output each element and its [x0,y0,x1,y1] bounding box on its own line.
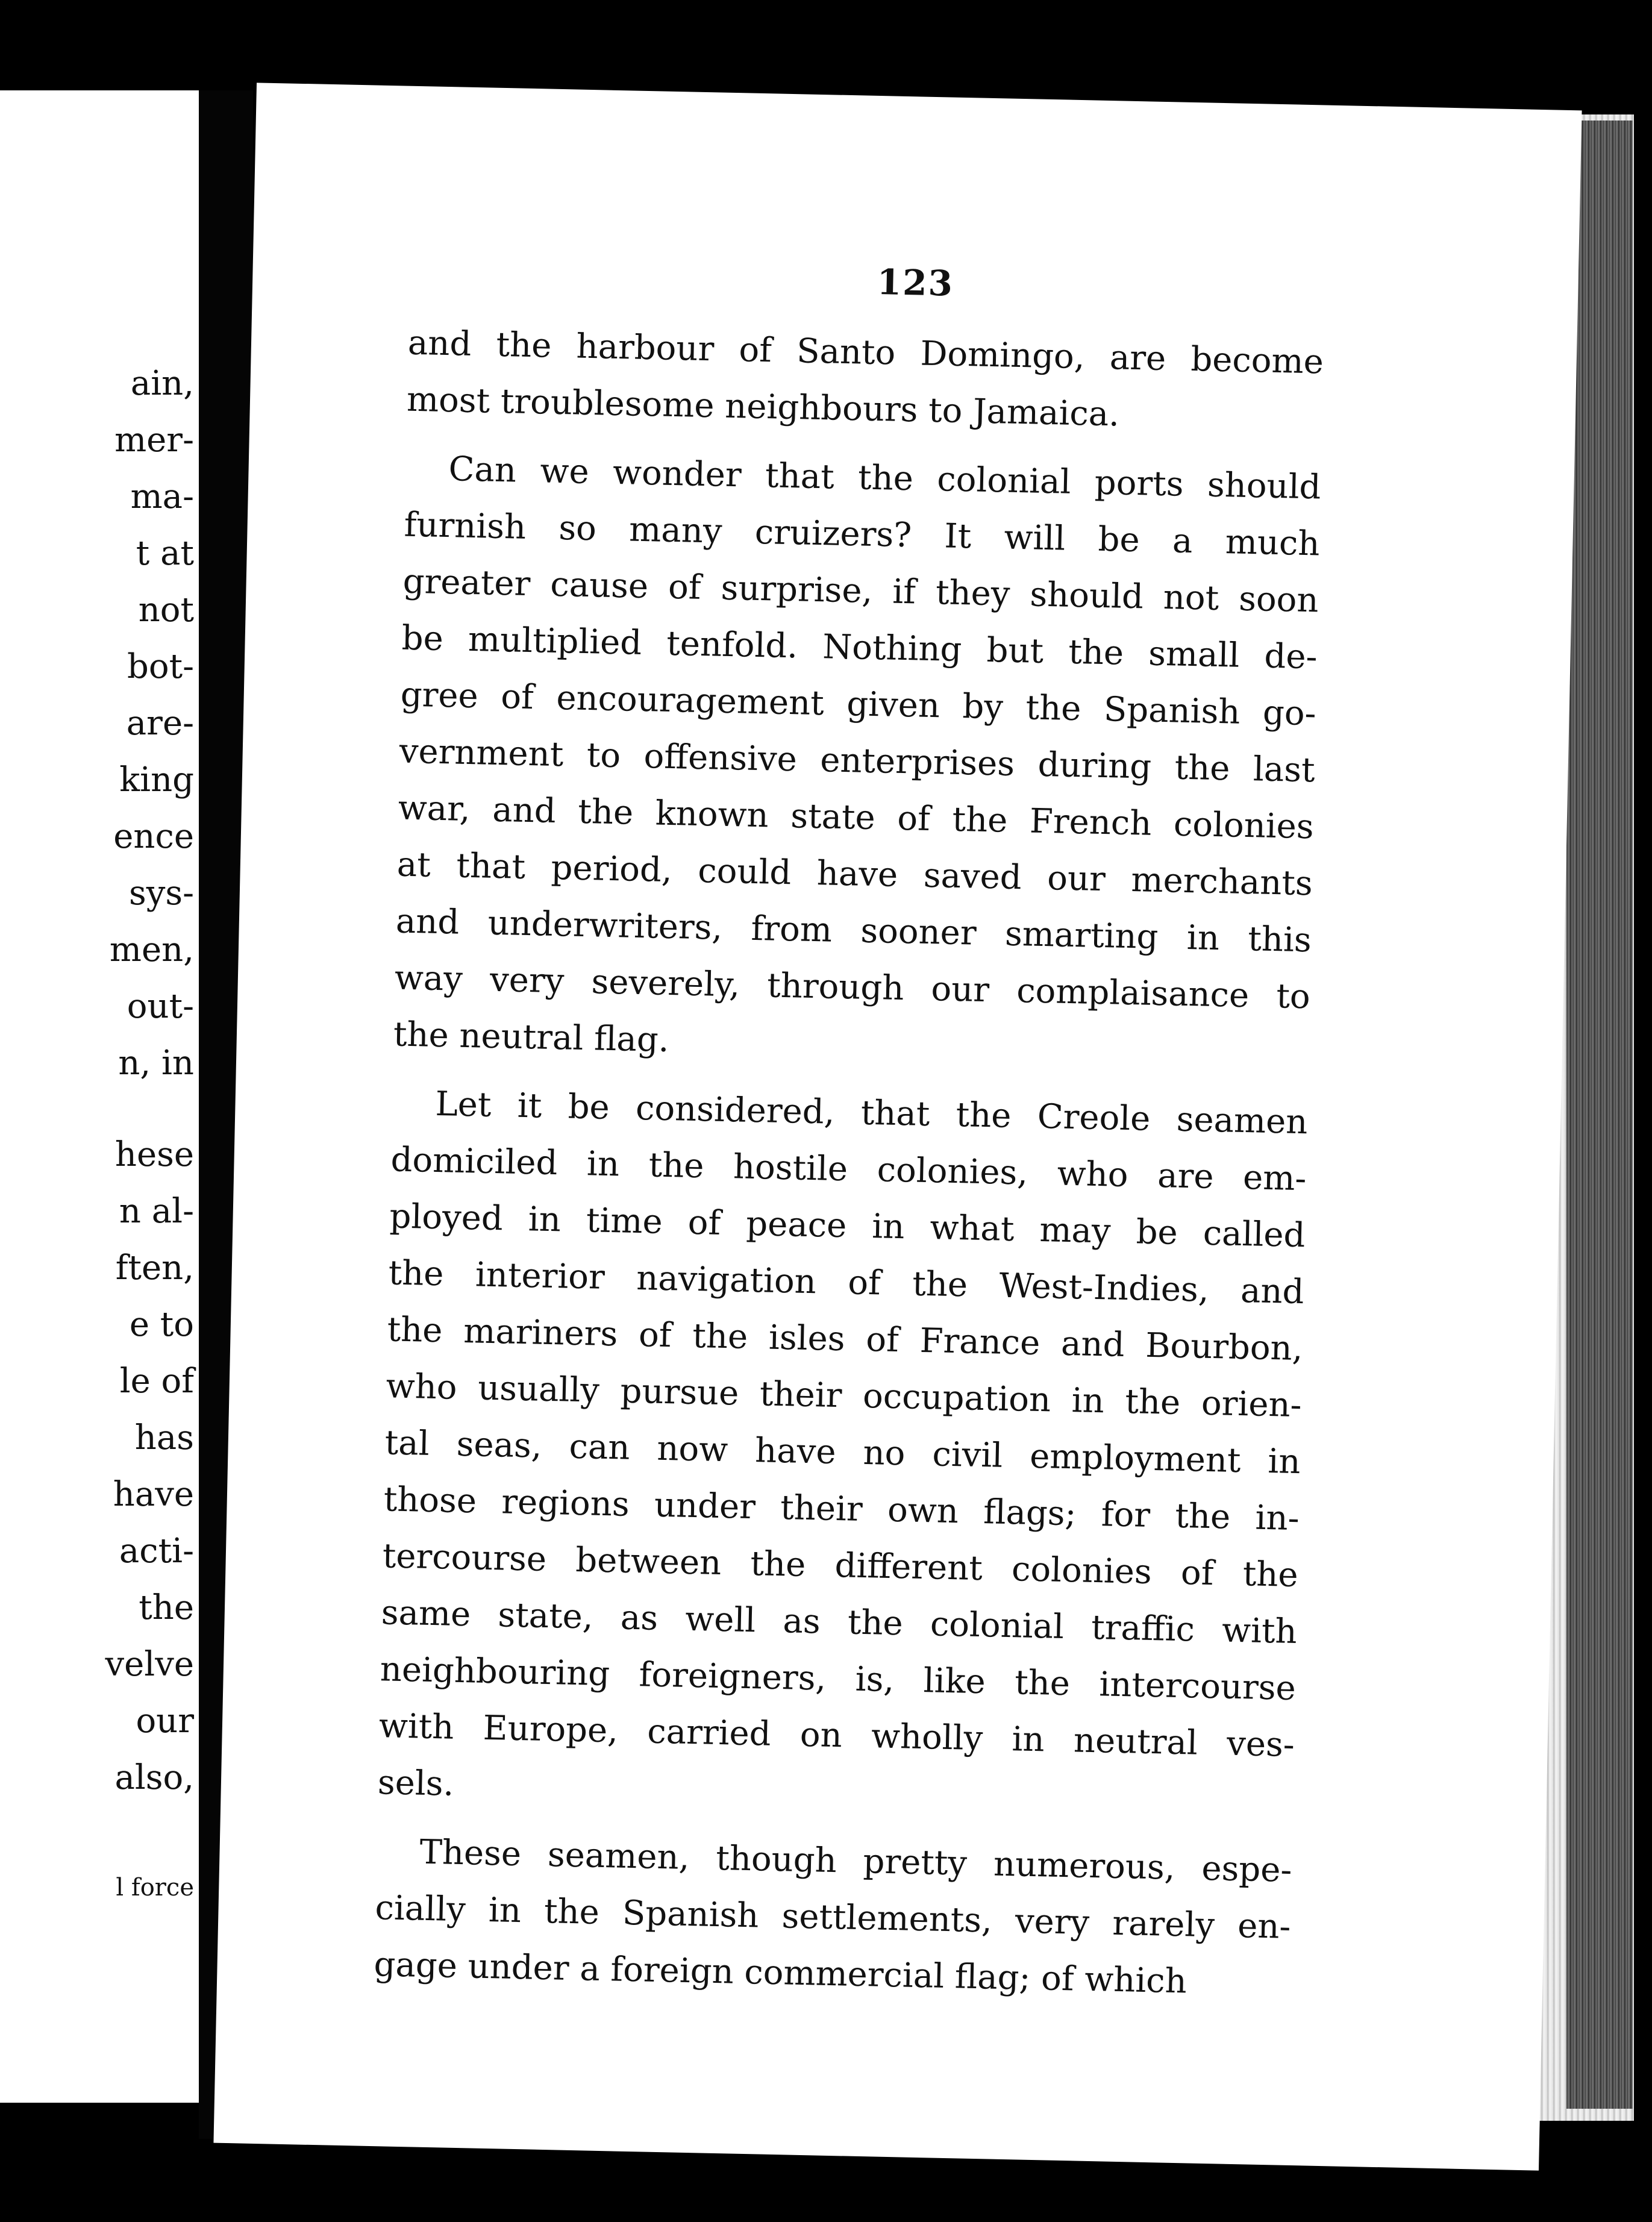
left-page-line: out- [127,987,194,1026]
left-page-line: not [138,590,194,630]
text-line: greater cause of surprise, if they should not soon [402,562,1319,621]
text-line: Let it be considered, that the Creole seamen [434,1084,1308,1142]
paragraph [393,440,1321,1083]
text-line: gage under a foreign commercial flag; of which [374,1945,1187,2001]
right-page [213,83,1582,2170]
text-line: at that period, could have saved our merchants [396,845,1313,904]
left-page-line: has [134,1418,194,1457]
text-line: vernment to offensive enterprises during the last [399,731,1316,790]
text-line: way very severely, through our complaisance to [394,958,1311,1017]
text-line: most troublesome neighbours to Jamaica. [406,380,1120,434]
text-line: cially in the Spanish settlements, very rarely en- [374,1888,1292,1947]
text-line: who usually pursue their occupation in the orien- [386,1366,1303,1426]
text-line: and underwriters, from sooner smarting in this [395,901,1312,960]
left-page-line: acti- [119,1532,194,1571]
text-line: and the harbour of Santo Domingo, are become [407,323,1324,382]
paragraph [406,315,1324,448]
left-page-line: e to [129,1305,194,1344]
text-line: the interior navigation of the West-Indies, and [388,1253,1305,1312]
left-page-line: le of [119,1362,194,1401]
text-line: ployed in time of peace in what may be called [389,1197,1306,1256]
text-line: neighbouring foreigners, is, like the intercourse [380,1650,1297,1709]
left-page-line: ence [113,817,194,856]
left-page-line: n al- [119,1192,194,1231]
text-line: same state, as well as the colonial traffic with [381,1593,1298,1652]
text-line: furnish so many cruizers? It will be a much [404,505,1321,564]
left-page-line: have [113,1475,194,1514]
text-line: those regions under their own flags; for the in- [383,1480,1300,1539]
text-line: tal seas, can now have no civil employment in [384,1423,1301,1482]
left-page-line: ften, [115,1248,194,1288]
left-page-fragment [0,90,199,2103]
page-number: 123 [877,261,954,304]
left-page-line: also, [114,1758,194,1797]
left-page-line: velve [105,1645,194,1684]
left-page-line: hese [114,1135,194,1174]
text-line: with Europe, carried on wholly in neutral ves- [378,1706,1295,1765]
text-line: These seamen, though pretty numerous, espe- [419,1832,1292,1890]
left-page-text-column [0,355,199,1806]
text-line: war, and the known state of the French colonies [398,788,1315,847]
left-page-line: bot- [127,647,194,686]
text-line: sels. [377,1763,454,1804]
text-line: Can we wonder that the colonial ports should [448,449,1322,507]
paragraph [374,1823,1293,2012]
text-line: the mariners of the isles of France and Bourbon, [387,1310,1304,1369]
page-edges-shadow [1566,120,1633,2109]
left-page-line: are- [126,704,194,743]
left-page-line: mer- [114,421,194,460]
paragraph [377,1075,1308,1830]
left-page-line: our [136,1701,194,1741]
left-page-line: ain, [130,364,194,403]
left-page-line: the [139,1588,194,1627]
left-page-footnote: l force [116,1874,194,1901]
text-line: gree of encouragement given by the Spanish go- [400,675,1317,734]
left-page-line: sys- [128,874,194,913]
text-line: tercourse between the different colonies of the [382,1536,1299,1595]
left-page-line: t at [136,534,194,573]
text-line: the neutral flag. [393,1015,670,1060]
text-line: domiciled in the hostile colonies, who are em- [390,1140,1307,1199]
text-line: be multiplied tenfold. Nothing but the small de- [401,618,1318,677]
left-page-line: n, in [118,1044,194,1083]
left-page-line: king [119,760,194,800]
left-page-line: ma- [130,477,194,516]
page-body-text [374,315,1324,2012]
left-page-line: men, [109,930,194,969]
